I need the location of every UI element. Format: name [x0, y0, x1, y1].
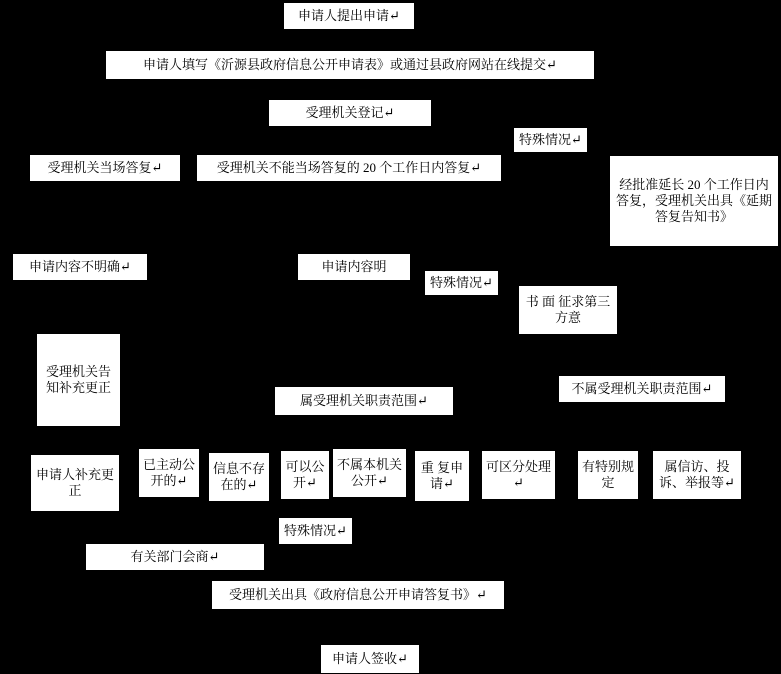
flow-node-n13: 属受理机关职责范围↵ — [274, 386, 454, 416]
flow-node-n25: 有关部门会商↵ — [85, 543, 265, 571]
flow-node-n21: 可区分处理↵ — [481, 450, 556, 500]
flow-node-n19: 不属本机关公开↵ — [332, 448, 407, 498]
flow-node-n5: 受理机关当场答复↵ — [29, 154, 181, 182]
flow-node-n20: 重 复申请↵ — [414, 450, 470, 502]
flow-node-n1: 申请人提出申请↵ — [283, 2, 415, 30]
flow-node-n9: 申请内容明 — [297, 253, 411, 281]
flow-node-n11: 书 面 征求第三方意 — [518, 285, 618, 335]
flow-node-n7: 经批准延长 20 个工作日内答复，受理机关出具《延期答复告知书》 — [609, 155, 779, 247]
flow-node-n2: 申请人填写《沂源县政府信息公开申请表》或通过县政府网站在线提交↵ — [105, 50, 595, 80]
flow-node-n16: 已主动公开的↵ — [138, 448, 200, 498]
flow-node-n12: 受理机关告知补充更正 — [36, 333, 121, 427]
flow-node-n14: 不属受理机关职责范围↵ — [558, 375, 726, 403]
flow-node-n22: 有特别规定 — [577, 450, 639, 500]
flow-node-n26: 受理机关出具《政府信息公开申请答复书》↵ — [211, 580, 505, 610]
flow-node-n3: 受理机关登记↵ — [268, 99, 432, 127]
flow-node-n4: 特殊情况↵ — [513, 127, 588, 153]
flow-node-n17: 信息不存在的↵ — [208, 452, 270, 502]
flow-node-n23: 属信访、投诉、举报等↵ — [652, 450, 742, 500]
flow-node-n18: 可以公开↵ — [280, 450, 330, 500]
flow-node-n27: 申请人签收↵ — [320, 644, 420, 674]
flow-node-n15: 申请人补充更正 — [30, 454, 120, 512]
flow-node-n24: 特殊情况↵ — [278, 517, 353, 545]
flow-node-n10: 特殊情况↵ — [424, 270, 499, 296]
flow-node-n8: 申请内容不明确↵ — [12, 253, 148, 281]
flow-node-n6: 受理机关不能当场答复的 20 个工作日内答复↵ — [196, 154, 502, 182]
